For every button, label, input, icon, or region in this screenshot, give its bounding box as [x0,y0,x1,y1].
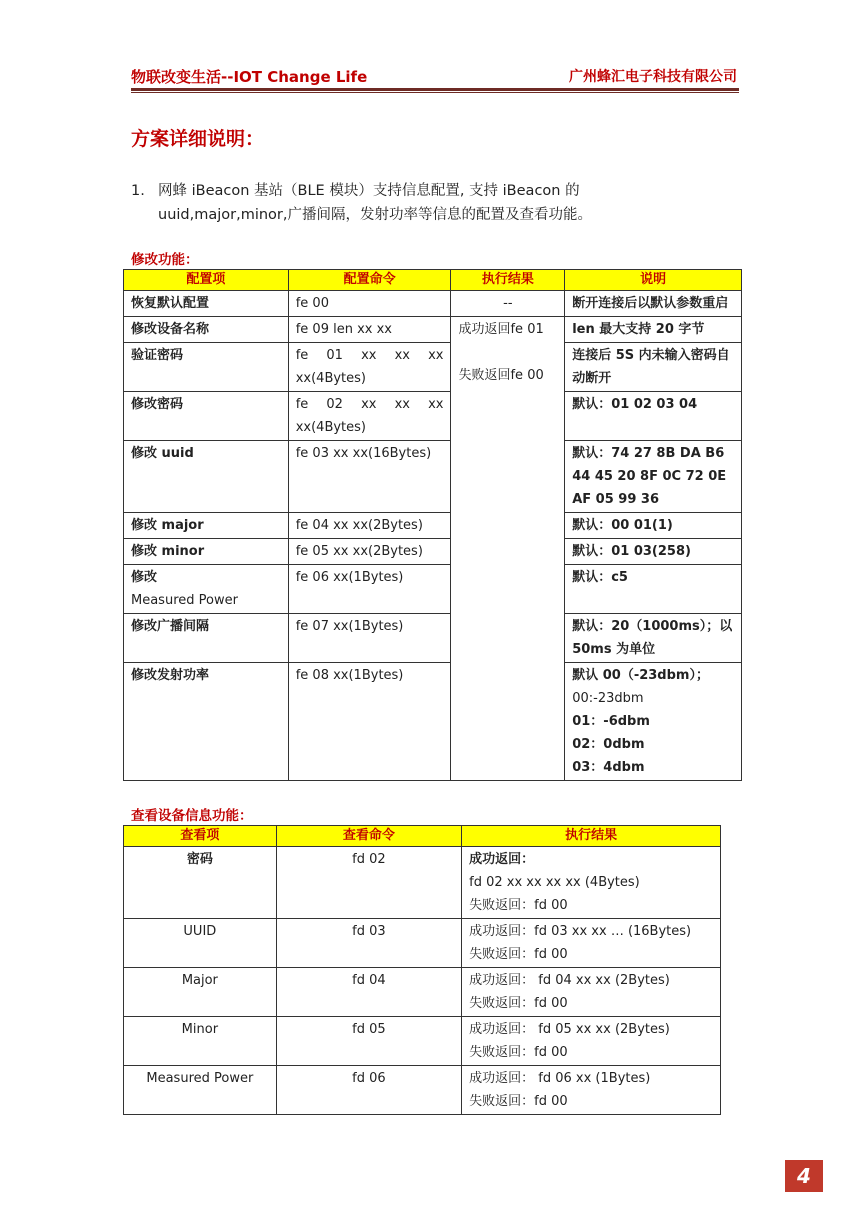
config-desc: 默认：01 02 03 04 [565,392,742,441]
view-command: fd 06 [276,1066,461,1115]
result-line: 失败返回：fd 00 [469,996,568,1011]
modify-table [123,269,742,781]
config-result-merged [451,317,565,781]
config-desc: 连接后 5S 内未输入密码自动断开 [565,343,742,392]
table-row [124,919,721,968]
table-row [124,291,742,317]
header-slogan: 物联改变生活--IOT Change Life [131,68,368,86]
result-line: 失败返回：fd 00 [469,1094,568,1109]
intro-text: 网蜂 iBeacon 基站（BLE 模块）支持信息配置, 支持 iBeacon 的 uuid,major,minor,广播间隔，发射功率等信息的配置及查看功能。 [158,183,592,223]
config-desc: 断开连接后以默认参数重启 [565,291,742,317]
column-header: 执行结果 [462,826,721,847]
view-item: Major [124,968,277,1017]
table-row [124,1066,721,1115]
result-line: 成功返回： fd 06 xx (1Bytes) [469,1071,651,1086]
view-item: 密码 [124,847,277,919]
config-desc: 默认：01 03(258) [565,539,742,565]
page-number: 4 [785,1160,823,1192]
result-line: 成功返回： fd 05 xx xx (2Bytes) [469,1022,670,1037]
config-desc [565,663,742,781]
result-line: 成功返回： [469,852,535,867]
table-row [124,343,742,392]
column-header: 查看项 [124,826,277,847]
header-company: 广州蜂汇电子科技有限公司 [569,69,737,85]
config-item: 修改 minor [124,539,289,565]
table-row [124,614,742,663]
config-command: fe 05 xx xx(2Bytes) [288,539,451,565]
config-item: 修改设备名称 [124,317,289,343]
config-command: fe 01 xx xx xx xx(4Bytes) [288,343,451,392]
section-title: 方案详细说明： [131,128,265,150]
table-row [124,565,742,614]
desc-line: 默认 00（-23dbm）； [572,668,709,683]
table-row [124,663,742,781]
result-line: 成功返回：fd 03 xx xx … (16Bytes) [469,924,692,939]
config-command: fe 00 [288,291,451,317]
column-header: 配置命令 [288,270,451,291]
column-header: 查看命令 [276,826,461,847]
config-desc: 默认：74 27 8B DA B6 44 45 20 8F 0C 72 0E AF 05 99 36 [565,441,742,513]
config-desc: len 最大支持 20 字节 [565,317,742,343]
config-item: 修改发射功率 [124,663,289,781]
view-result [462,919,721,968]
config-command: fe 09 len xx xx [288,317,451,343]
view-result [462,1066,721,1115]
result-success: 成功返回fe 01 [458,322,544,337]
result-line: 失败返回：fd 00 [469,947,568,962]
config-item: 恢复默认配置 [124,291,289,317]
table-row [124,847,721,919]
table-row [124,441,742,513]
desc-line: 01：-6dbm [572,714,650,729]
result-line: 失败返回：fd 00 [469,1045,568,1060]
view-command: fd 05 [276,1017,461,1066]
header-rule [131,88,739,91]
config-item: 验证密码 [124,343,289,392]
view-item: UUID [124,919,277,968]
table-row [124,968,721,1017]
config-desc: 默认：20（1000ms）；以 50ms 为单位 [565,614,742,663]
config-command: fe 02 xx xx xx xx(4Bytes) [288,392,451,441]
result-line: 失败返回：fd 00 [469,898,568,913]
desc-line: 00:-23dbm [572,691,644,706]
view-command: fd 02 [276,847,461,919]
desc-line: 02：0dbm [572,737,645,752]
column-header: 执行结果 [451,270,565,291]
result-line: fd 02 xx xx xx xx (4Bytes) [469,875,640,890]
intro-paragraph [131,179,691,227]
view-command: fd 03 [276,919,461,968]
config-item: 修改 major [124,513,289,539]
view-command: fd 04 [276,968,461,1017]
view-result [462,968,721,1017]
config-desc: 默认：00 01(1) [565,513,742,539]
config-item: 修改广播间隔 [124,614,289,663]
modify-title: 修改功能： [131,252,199,268]
config-command: fe 07 xx(1Bytes) [288,614,451,663]
table-row [124,1017,721,1066]
config-item-line: 修改 [131,570,158,585]
view-result [462,1017,721,1066]
view-table [123,825,721,1115]
config-item: 修改密码 [124,392,289,441]
config-command: fe 03 xx xx(16Bytes) [288,441,451,513]
result-fail: 失败返回fe 00 [458,368,544,383]
list-number: 1. [131,183,145,199]
config-command: fe 04 xx xx(2Bytes) [288,513,451,539]
config-command: fe 08 xx(1Bytes) [288,663,451,781]
header-rule-thin [131,92,739,93]
config-result: -- [451,291,565,317]
config-desc: 默认：c5 [565,565,742,614]
view-title: 查看设备信息功能： [131,808,253,824]
desc-line: 03：4dbm [572,760,645,775]
config-item [124,565,289,614]
table-row [124,539,742,565]
table-header-row [124,826,721,847]
column-header: 配置项 [124,270,289,291]
config-item: 修改 uuid [124,441,289,513]
column-header: 说明 [565,270,742,291]
view-result [462,847,721,919]
view-item: Minor [124,1017,277,1066]
table-row [124,317,742,343]
result-line: 成功返回： fd 04 xx xx (2Bytes) [469,973,670,988]
config-item-line: Measured Power [131,593,238,608]
table-row [124,392,742,441]
table-header-row [124,270,742,291]
table-row [124,513,742,539]
view-item: Measured Power [124,1066,277,1115]
page-header [131,62,739,90]
config-command: fe 06 xx(1Bytes) [288,565,451,614]
